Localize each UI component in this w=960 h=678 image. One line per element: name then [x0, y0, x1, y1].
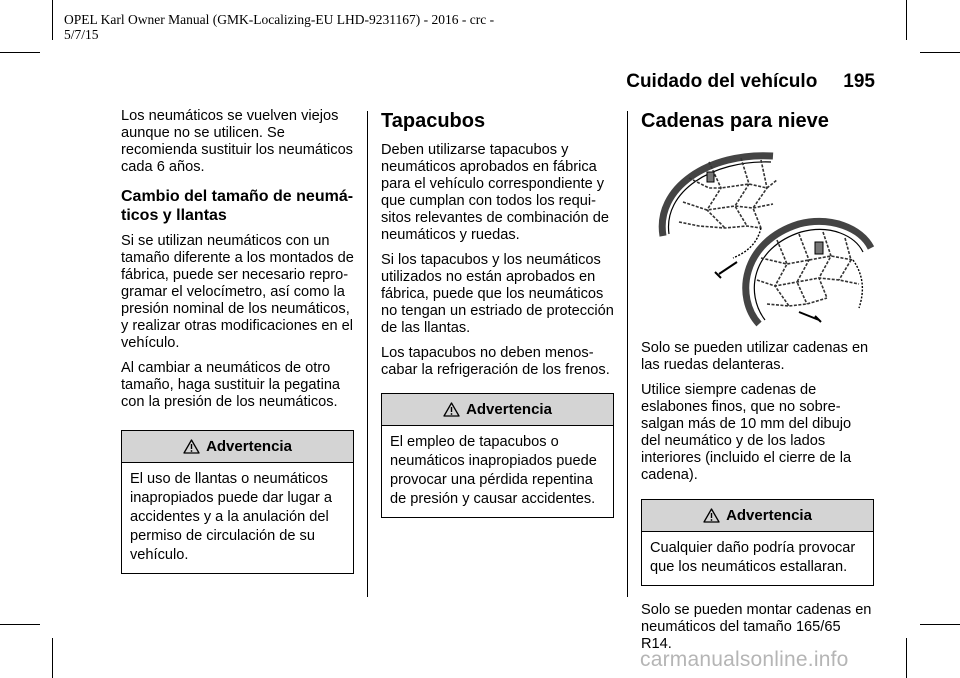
warning-title: Advertencia — [466, 401, 552, 418]
chapter-title: Cuidado del vehículo — [626, 71, 818, 92]
intro-paragraph: Los neumáticos se vuelven viejos aunque no se utilicen. Se recomienda sustituir los neumáticos cada 6 años. — [121, 108, 353, 175]
column-3 — [641, 108, 874, 661]
crop-mark — [906, 0, 907, 40]
warning-title: Advertencia — [206, 438, 292, 455]
column-divider — [627, 111, 628, 597]
running-head — [626, 71, 875, 93]
body-paragraph: Solo se pueden utilizar cadenas en las ruedas delanteras. — [641, 340, 869, 373]
body-paragraph: Si se utilizan neumáticos con un tamaño diferente a los montados de fábrica, puede ser necesario repro-gramar el velocímetro, así como la presión nominal de los neumáticos, y realizar otras modificaciones en el vehículo. — [121, 233, 354, 351]
warning-triangle-icon — [183, 439, 200, 454]
body-paragraph: Deben utilizarse tapacubos y neumáticos aprobados en fábrica para el vehículo correspondiente y que cumplan con todos los requi-sitos relevantes de combinación de neumáticos y ruedas. — [381, 142, 609, 243]
document-info — [64, 12, 494, 42]
crop-mark — [52, 0, 53, 40]
document-info-line1: OPEL Karl Owner Manual (GMK-Localizing-EU LHD-9231167) - 2016 - crc - — [64, 12, 495, 27]
warning-box — [381, 393, 614, 518]
warning-header — [382, 394, 613, 426]
section-heading-tire-size — [121, 187, 354, 225]
warning-text: Cualquier daño podría provocar que los neumáticos estallaran. — [650, 540, 856, 575]
warning-header — [122, 431, 353, 463]
page-number: 195 — [843, 71, 875, 92]
warning-triangle-icon — [703, 508, 720, 523]
section-heading-wheel-covers: Tapacubos — [381, 110, 486, 132]
crop-mark — [920, 52, 960, 53]
body-paragraph: Utilice siempre cadenas de eslabones finos, que no sobre-salgan más de 10 mm del dibujo del neumático y de los lados interiores (incluido el cierre de la cadena). — [641, 382, 852, 483]
body-paragraph: Al cambiar a neumáticos de otro tamaño, haga sustituir la pegatina con la presión de los neumáticos. — [121, 360, 341, 410]
document-info-line2: 5/7/15 — [64, 27, 99, 42]
warning-title: Advertencia — [726, 507, 812, 524]
watermark: carmanualsonline.info — [640, 648, 849, 671]
body-paragraph: Solo se pueden montar cadenas en neumáticos del tamaño 165/65 R14. — [641, 602, 872, 652]
snow-chain-illustration — [649, 148, 877, 330]
warning-box — [641, 499, 874, 586]
crop-mark — [906, 638, 907, 678]
heading-line: ticos y llantas — [121, 207, 227, 224]
section-heading-snow-chains: Cadenas para nieve — [641, 110, 829, 132]
crop-mark — [0, 52, 40, 53]
column-divider — [367, 111, 368, 597]
warning-text: El empleo de tapacubos o neumáticos inapropiados puede provocar una pérdida repentina de presión y causar accidentes. — [390, 434, 597, 507]
warning-triangle-icon — [443, 402, 460, 417]
crop-mark — [0, 624, 40, 625]
warning-header — [642, 500, 873, 532]
warning-box — [121, 430, 354, 574]
warning-text: El uso de llantas o neumáticos inapropiados puede dar lugar a accidentes y a la anulación del permiso de circulación de su vehículo. — [130, 471, 333, 563]
heading-line: Cambio del tamaño de neumá- — [121, 188, 354, 205]
crop-mark — [920, 624, 960, 625]
body-paragraph: Los tapacubos no deben menos-cabar la refrigeración de los frenos. — [381, 345, 610, 378]
body-paragraph: Si los tapacubos y los neumáticos utilizados no están aprobados en fábrica, puede que los neumáticos no tengan un estriado de protección de las llantas. — [381, 252, 614, 336]
column-2 — [381, 108, 614, 518]
column-1 — [121, 108, 354, 574]
crop-mark — [52, 638, 53, 678]
